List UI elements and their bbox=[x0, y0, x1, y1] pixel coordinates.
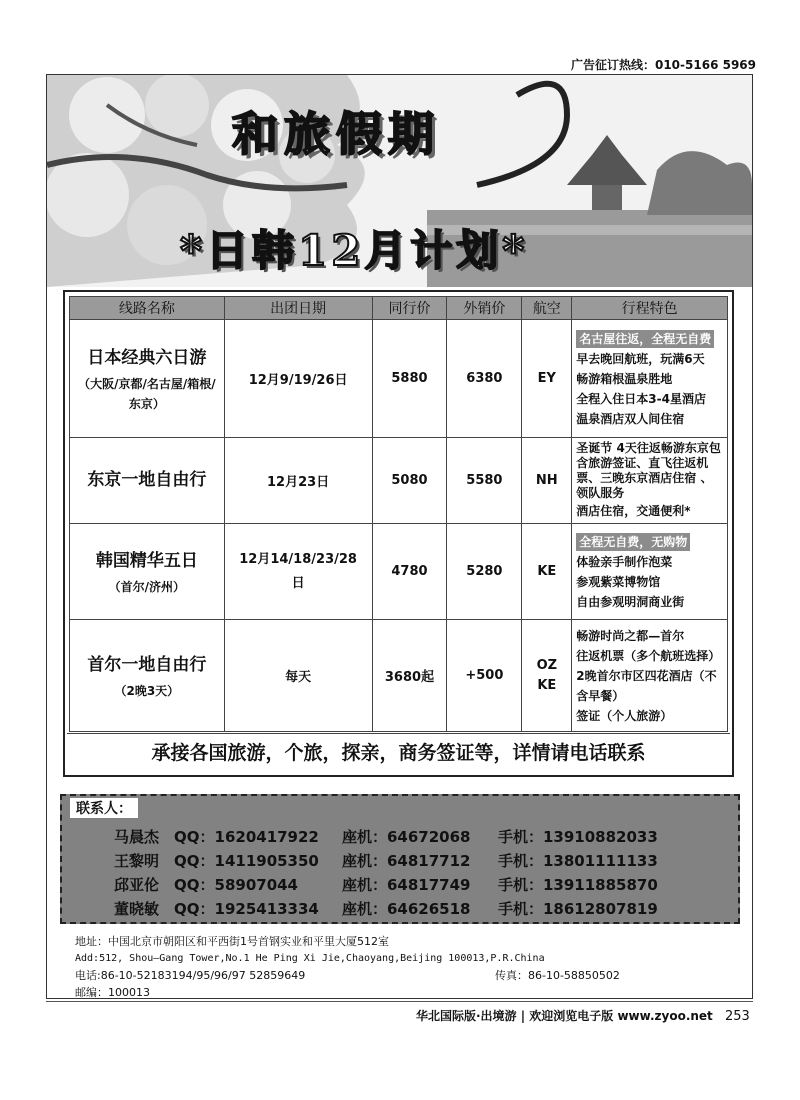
contact-panel bbox=[60, 794, 740, 924]
contact-mobile: 手机：13801111133 bbox=[498, 852, 658, 870]
feature-item: 全程入住日本3-4星酒店 bbox=[576, 391, 706, 406]
features-cell bbox=[572, 320, 728, 438]
address-en: Add:512, Shou—Gang Tower,No.1 He Ping Xi Jie,Chaoyang,Beijing 100013,P.R.China bbox=[75, 953, 545, 964]
feature-item: 早去晚回航班，玩满6天 bbox=[576, 351, 705, 366]
address-fax: 传真：86-10-58850502 bbox=[495, 969, 620, 982]
header-trade-price: 同行价 bbox=[372, 297, 447, 320]
page-number: 253 bbox=[724, 1009, 750, 1024]
contact-tel: 座机：64817712 bbox=[342, 852, 471, 870]
contact-name: 王黎明 bbox=[114, 852, 160, 870]
contact-tel: 座机：64672068 bbox=[342, 828, 471, 846]
feature-item: 畅游箱根温泉胜地 bbox=[576, 371, 673, 386]
date-cell: 12月23日 bbox=[224, 438, 372, 524]
date-cell: 12月14/18/23/28日 bbox=[224, 524, 372, 620]
contact-tel: 座机：64817749 bbox=[342, 876, 471, 894]
route-name: 韩国精华五日 bbox=[95, 551, 198, 571]
footer-bar bbox=[416, 1007, 750, 1024]
feature-item: 酒店住宿，交通便利* bbox=[576, 503, 691, 518]
contact-qq: QQ：1925413334 bbox=[174, 900, 319, 918]
route-cell bbox=[70, 320, 225, 438]
banner-title: 和旅假期 bbox=[232, 107, 440, 161]
route-cell bbox=[70, 438, 225, 524]
airline-cell: OZ KE bbox=[522, 620, 572, 732]
route-cell bbox=[70, 524, 225, 620]
feature-item: 自由参观明洞商业街 bbox=[576, 594, 685, 609]
service-slogan: 承接各国旅游，个旅，探亲，商务签证等，详情请电话联系 bbox=[67, 733, 730, 772]
ad-hotline: 广告征订热线：010-5166 5969 bbox=[570, 58, 756, 72]
retail-price-cell: 5280 bbox=[447, 524, 522, 620]
address-block bbox=[75, 933, 620, 1001]
contact-qq: QQ：1411905350 bbox=[174, 852, 319, 870]
table-row bbox=[70, 438, 728, 524]
contact-qq: QQ：1620417922 bbox=[174, 828, 319, 846]
feature-highlight: 名古屋往返，全程无自费 bbox=[576, 330, 714, 348]
route-cell bbox=[70, 620, 225, 732]
tour-table bbox=[69, 296, 728, 732]
contact-mobile: 手机：13911885870 bbox=[498, 876, 658, 894]
contact-name: 马晨杰 bbox=[114, 828, 160, 846]
date-cell: 12月9/19/26日 bbox=[224, 320, 372, 438]
airline-cell: KE bbox=[522, 524, 572, 620]
trade-price-cell: 5880 bbox=[372, 320, 447, 438]
contact-name: 董晓敏 bbox=[114, 900, 160, 918]
route-sub: （2晚3天） bbox=[114, 684, 180, 698]
header-airline: 航空 bbox=[522, 297, 572, 320]
table-row bbox=[70, 620, 728, 732]
retail-price-cell: 6380 bbox=[447, 320, 522, 438]
header-route: 线路名称 bbox=[70, 297, 225, 320]
retail-price-cell: 5580 bbox=[447, 438, 522, 524]
bottom-divider bbox=[46, 1001, 753, 1002]
feature-dense: 圣诞节 4天往返畅游东京包含旅游签证、直飞往返机票、三晚东京酒店住宿 、领队服务 bbox=[576, 440, 721, 500]
address-phone: 电话:86-10-52183194/95/96/97 52859649 bbox=[75, 969, 306, 982]
header-retail-price: 外销价 bbox=[447, 297, 522, 320]
features-cell bbox=[572, 524, 728, 620]
tour-table-box bbox=[63, 290, 734, 777]
feature-highlight: 全程无自费，无购物 bbox=[576, 533, 690, 551]
header-features: 行程特色 bbox=[572, 297, 728, 320]
table-header-row bbox=[70, 297, 728, 320]
table-row bbox=[70, 524, 728, 620]
feature-item: 2晚首尔市区四花酒店（不含早餐） bbox=[576, 668, 717, 703]
address-cn: 地址：中国北京市朝阳区和平西街1号首钢实业和平里大厦512室 bbox=[75, 935, 389, 948]
features-cell bbox=[572, 438, 728, 524]
route-name: 东京一地自由行 bbox=[87, 470, 207, 490]
contact-qq: QQ：58907044 bbox=[174, 876, 298, 894]
retail-price-cell: +500 bbox=[447, 620, 522, 732]
contact-mobile: 手机：18612807819 bbox=[498, 900, 658, 918]
table-row bbox=[70, 320, 728, 438]
features-cell bbox=[572, 620, 728, 732]
banner-subtitle: *日韩12月计划* bbox=[180, 226, 529, 275]
route-sub: （大阪/京都/名古屋/箱根/东京） bbox=[78, 377, 216, 411]
contact-tel: 座机：64626518 bbox=[342, 900, 471, 918]
feature-item: 往返机票（多个航班选择） bbox=[576, 648, 721, 663]
airline-cell: EY bbox=[522, 320, 572, 438]
feature-item: 签证（个人旅游） bbox=[576, 708, 673, 723]
contact-name: 邱亚伦 bbox=[114, 876, 160, 894]
trade-price-cell: 3680起 bbox=[372, 620, 447, 732]
airline-cell: NH bbox=[522, 438, 572, 524]
contact-mobile: 手机：13910882033 bbox=[498, 828, 658, 846]
header-date: 出团日期 bbox=[224, 297, 372, 320]
contact-label: 联系人： bbox=[70, 798, 138, 818]
route-name: 日本经典六日游 bbox=[87, 348, 207, 368]
route-name: 首尔一地自由行 bbox=[87, 655, 207, 675]
route-sub: （首尔/济州） bbox=[108, 580, 186, 594]
feature-item: 温泉酒店双人间住宿 bbox=[576, 411, 685, 426]
footer-text: 华北国际版·出境游 | 欢迎浏览电子版 www.zyoo.net bbox=[416, 1009, 713, 1023]
address-postcode: 邮编：100013 bbox=[75, 986, 150, 999]
trade-price-cell: 4780 bbox=[372, 524, 447, 620]
feature-item: 畅游时尚之都—首尔 bbox=[576, 628, 685, 643]
trade-price-cell: 5080 bbox=[372, 438, 447, 524]
date-cell: 每天 bbox=[224, 620, 372, 732]
feature-item: 体验亲手制作泡菜 bbox=[576, 554, 673, 569]
feature-item: 参观紫菜博物馆 bbox=[576, 574, 661, 589]
